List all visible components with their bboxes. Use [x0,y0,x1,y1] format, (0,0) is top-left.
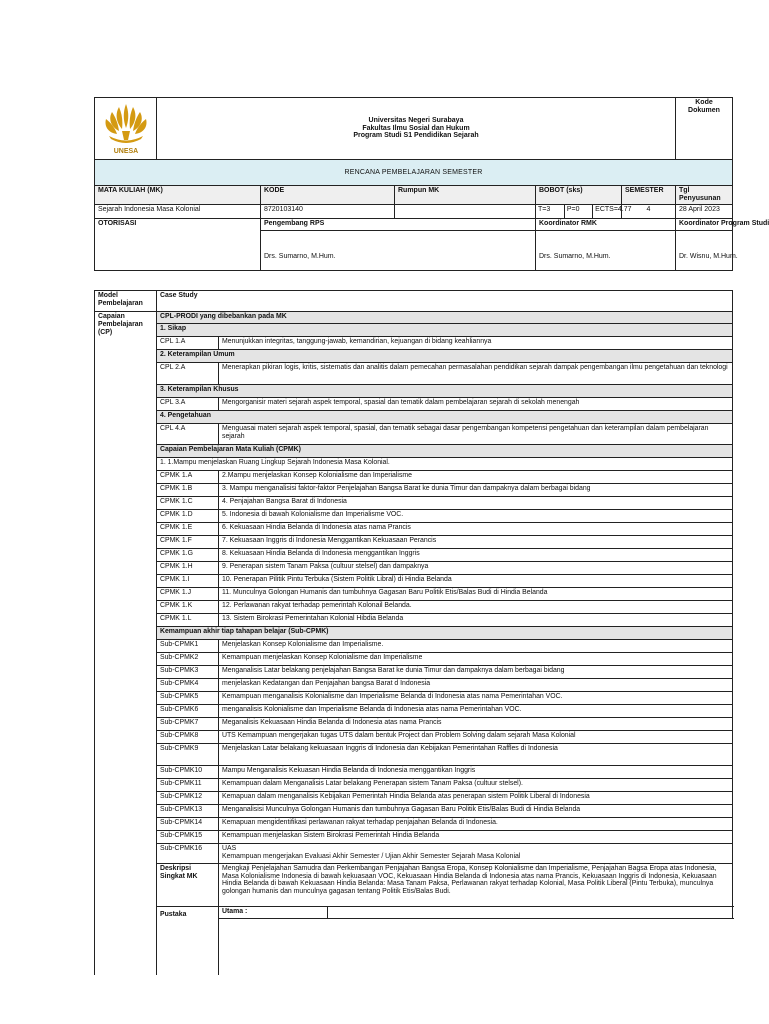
sub-cpmk-code: Sub-CPMK4 [157,679,219,692]
model-value: Case Study [157,291,733,312]
cpl-title: CPL-PRODI yang dibebankan pada MK [157,312,733,324]
sub-cpmk-code: Sub-CPMK10 [157,766,219,779]
sub-cpmk-text: Kemapuan dalam menganalisis Kebijakan Pemerintah Hindia Belanda atas penerapan sistem Politik Liberal di Indonesia [219,792,733,805]
program-name: Program Studi S1 Pendidikan Sejarah [353,132,479,140]
col-kode-label: KODE [261,186,395,205]
course-rumpun [395,205,536,219]
sub-cpmk-text: Meganalisis Kekuasaan Hindia Belanda di Indonesia atas nama Prancis [219,718,733,731]
bobot-values [536,205,632,218]
cpmk-code: CPMK 1.K [157,601,219,614]
pustaka-content [219,919,733,975]
cpmk-intro: 1. 1.Mampu menjelaskan Ruang Lingkup Sejarah Indonesia Masa Kolonial. [157,458,733,471]
sub-cpmk-text: Menganalisisi Munculnya Golongan Humanis dan tumbuhnya Gagasan Baru Politik Etis/Balas Budi di Hindia Belanda [219,805,733,818]
cpmk-text: 4. Penjajahan Bangsa Barat di Indonesia [219,497,733,510]
document-header [94,97,769,271]
cpmk-code: CPMK 1.I [157,575,219,588]
logo-text: UNESA [113,148,138,155]
sub-cpmk-text [219,844,733,864]
sikap-title: 1. Sikap [157,324,733,337]
sub-cpmk-text: Kemampuan menjelaskan Sistem Birokrasi Pemerintah Hindia Belanda [219,831,733,844]
sub-cpmk-code: Sub-CPMK7 [157,718,219,731]
pengetahuan-text: Menguasai materi sejarah aspek temporal, spasial, dan tematik sebagai dasar pengembangan kompetensi pengetahuan dan keterampilan dalam pembelajaran sejarah [219,424,733,445]
rps-body [94,290,733,975]
sub-cpmk-text: menjelaskan Kedatangan dan Penjajahan bangsa Barat d Indonesia [219,679,733,692]
sub-cpmk-text: Menganalisis Latar belakang penjelajahan Bangsa Barat ke dunia Timur dan dampaknya dalam berbagai bidang [219,666,733,679]
sub-cpmk-code: Sub-CPMK6 [157,705,219,718]
umum-text: Menerapkan pikiran logis, kritis, sistematis dan analitis dalam pemecahan permasalahan pendidikan sejarah dampak pengembangan ilmu pengetahuan dan teknologi [219,363,733,385]
cpmk-text: 8. Kekuasaan Hindia Belanda di Indonesia menggantikan Inggris [219,549,733,562]
course-bobot [536,205,632,219]
sub-cpmk-code: Sub-CPMK14 [157,818,219,831]
cpmk-text: 9. Penerapan sistem Tanam Paksa (cultuur stelsel) dan dampaknya [219,562,733,575]
cpmk-code: CPMK 1.A [157,471,219,484]
cpmk-title: Capaian Pembelajaran Mata Kuliah (CPMK) [157,445,733,458]
cpmk-text: 6. Kekuasaan Hindia Belanda di Indonesia atas nama Prancis [219,523,733,536]
sub-cpmk-text: Kemampuan menjelaskan Konsep Kolonialisme dan Imperialisme [219,653,733,666]
sub-cpmk-code: Sub-CPMK5 [157,692,219,705]
cp-label: Capaian Pembelajaran (CP) [95,312,157,975]
sub-cpmk-title: Kemampuan akhir tiap tahapan belajar (Sub-CPMK) [157,627,733,640]
koordinator-prodi-label: Koordinator Program Studi [676,219,733,231]
bobot-ects: ECTS=4.77 [595,206,632,214]
col-rumpun-label: Rumpun MK [395,186,536,205]
sub-cpmk-code: Sub-CPMK9 [157,744,219,766]
sub-cpmk-code: Sub-CPMK15 [157,831,219,844]
doc-code-cell [676,98,733,160]
sub-cpmk-text: menganalisis Kolonialisme dan Imperialisme Belanda di Indonesia atas nama Pemerintahan VOC. [219,705,733,718]
sub-cpmk-code: Sub-CPMK12 [157,792,219,805]
cpmk-text: 7. Kekuasaan Inggris di Indonesia Menggantikan Kekuasaan Perancis [219,536,733,549]
course-code: 8720103140 [261,205,395,219]
cpmk-code: CPMK 1.C [157,497,219,510]
faculty-name: Fakultas Ilmu Sosial dan Hukum [362,124,470,132]
khusus-text: Mengorganisir materi sejarah aspek temporal, spasial dan tematik dalam pembelajaran sejarah di sekolah menengah [219,398,733,411]
sub-cpmk-text: Mampu Menganalisis Kekuasan Hindia Belanda di Indonesia menggantikan Inggris [219,766,733,779]
sub-cpmk-code: Sub-CPMK11 [157,779,219,792]
pustaka-utama-row [219,907,733,919]
khusus-title: 3. Keterampilan Khusus [157,385,733,398]
sub-cpmk-code: Sub-CPMK1 [157,640,219,653]
cpmk-code: CPMK 1.G [157,549,219,562]
rps-title: RENCANA PEMBELAJARAN SEMESTER [95,160,733,186]
sub-cpmk-code: Sub-CPMK13 [157,805,219,818]
col-bobot-label: BOBOT (sks) [536,186,622,205]
doc-code-label: Kode Dokumen [688,99,720,115]
bobot-p: P=0 [564,205,592,218]
cpmk-text: 12. Perlawanan rakyat terhadap pemerintah Kolonail Belanda. [219,601,733,614]
pengetahuan-title: 4. Pengetahuan [157,411,733,424]
university-logo [95,98,157,160]
university-name: Universitas Negeri Surabaya [368,116,464,124]
sikap-code: CPL 1.A [157,337,219,350]
pustaka-utama-label: Utama : [219,907,328,918]
sub-cpmk-text: Kemampuan menganalisis Kolonialisme dan Imperialisme Belanda di Indonesia atas nama Pemerintahan VOC. [219,692,733,705]
cpmk-code: CPMK 1.E [157,523,219,536]
cpmk-text: 10. Penerapan Pilitik Pintu Terbuka (Sistem Politik Libral) di Hindia Belanda [219,575,733,588]
cpmk-text: 2.Mampu menjelaskan Konsep Kolonialisme dan Imperialisme [219,471,733,484]
cpmk-text: 13. Sistem Birokrasi Pemerintahan Kolonial Hibdia Belanda [219,614,733,627]
koordinator-rmk-name: Drs. Sumarno, M.Hum. [536,231,676,271]
pustaka-utama-value [328,907,733,918]
koordinator-prodi-name: Dr. Wisnu, M.Hum. [676,231,733,271]
pengembang-label: Pengembang RPS [261,219,536,231]
institution-title [157,98,676,160]
col-mk-label: MATA KULIAH (MK) [95,186,261,205]
sub-cpmk-text: UTS Kemampuan mengerjakan tugas UTS dalam bentuk Project dan Problem Solving dalam sejarah Masa Kolonial [219,731,733,744]
umum-title: 2. Keterampilan Umum [157,350,733,363]
bobot-t: T=3 [536,205,564,218]
course-semester: 4 [622,205,676,219]
cpmk-code: CPMK 1.D [157,510,219,523]
model-label: Model Pembelajaran [95,291,157,312]
cpmk-code: CPMK 1.L [157,614,219,627]
sub-cpmk-text: Menjelaskan Konsep Kolonialisme dan Imperialisme. [219,640,733,653]
cpmk-text: 11. Munculnya Golongan Humanis dan tumbuhnya Gagasan Baru Politik Etis/Balas Budi di Hindia Belanda [219,588,733,601]
course-name: Sejarah Indonesia Masa Kolonial [95,205,261,219]
sub-cpmk-text: Menjelaskan Latar belakang kekuasaan Inggris di Indonesia dan Kebijakan Pemerintahan Raffles di Indonesia [219,744,733,766]
sub-cpmk-code: Sub-CPMK8 [157,731,219,744]
pengembang-name: Drs. Sumarno, M.Hum. [261,231,536,271]
sub-cpmk-code: Sub-CPMK2 [157,653,219,666]
unesa-logo-icon [97,98,155,156]
cpmk-code: CPMK 1.B [157,484,219,497]
koordinator-rmk-label: Koordinator RMK [536,219,676,231]
sub-cpmk-text: Kemapuan mengidentifikasi perlawanan rakyat terhadap penjajahan Belanda di Indonesia. [219,818,733,831]
col-semester-label: SEMESTER [622,186,676,205]
cpmk-code: CPMK 1.J [157,588,219,601]
col-tgl-label: Tgl Penyusunan [676,186,733,205]
cpmk-code: CPMK 1.H [157,562,219,575]
umum-code: CPL 2.A [157,363,219,385]
otorisasi-label: OTORISASI [95,219,261,271]
deskripsi-text: Mengkaji Penjelajahan Samudra dan Perkembangan Penjajahan Bangsa Eropa, Konsep Kolonialisme dan Imperialisme, Penjajahan Bagsa Eropa atas Indonesia, Masa Kolonialisme Indonesia di bawah kekuasaan VOC, Kekuasaan Hindia Belanda di Indonesia atas nama Prancis, Kekuasaan Inggris di Indonesia, Kekuasaan Hindia Belanda di bawah Kekuasaan Hindia Belanda: Masa Tanam Paksa, Perlawanan rakyat terhadap Kolonial, Masa Politik Liberal (Pintu Terbuka), munculnya golongan humanis dan munculnya gagasan tentang Politik Etis/Balas Budi. [219,864,733,907]
khusus-code: CPL 3.A [157,398,219,411]
pustaka-utama-table [219,907,732,918]
sikap-text: Menunjukkan integritas, tanggung-jawab, kemandirian, kejuangan di bidang keahliannya [219,337,733,350]
cpmk-code: CPMK 1.F [157,536,219,549]
sub-cpmk-text: Kemampuan dalam Menganalisis Latar belakang Penerapan sistem Tanam Paksa (cultuur stelsel). [219,779,733,792]
deskripsi-label: Deskripsi Singkat MK [157,864,219,907]
sub-cpmk-text-line: UAS [222,845,237,852]
sub-cpmk-code: Sub-CPMK16 [157,844,219,864]
sub-cpmk-text-line: Kemampuan mengerjakan Evaluasi Akhir Semester / Ujian Akhir Semester Sejarah Masa Kolonial [222,852,521,860]
cpmk-text: 5. Indonesia di bawah Kolonialisme dan Imperialisme VOC. [219,510,733,523]
cpmk-text: 3. Mampu menganalisisi faktor-faktor Penjelajahan Bangsa Barat ke dunia Timur dan dampaknya dalam berbagai bidang [219,484,733,497]
sub-cpmk-code: Sub-CPMK3 [157,666,219,679]
pustaka-label: Pustaka [157,907,219,975]
course-date: 28 April 2023 [676,205,733,219]
pengetahuan-code: CPL 4.A [157,424,219,445]
